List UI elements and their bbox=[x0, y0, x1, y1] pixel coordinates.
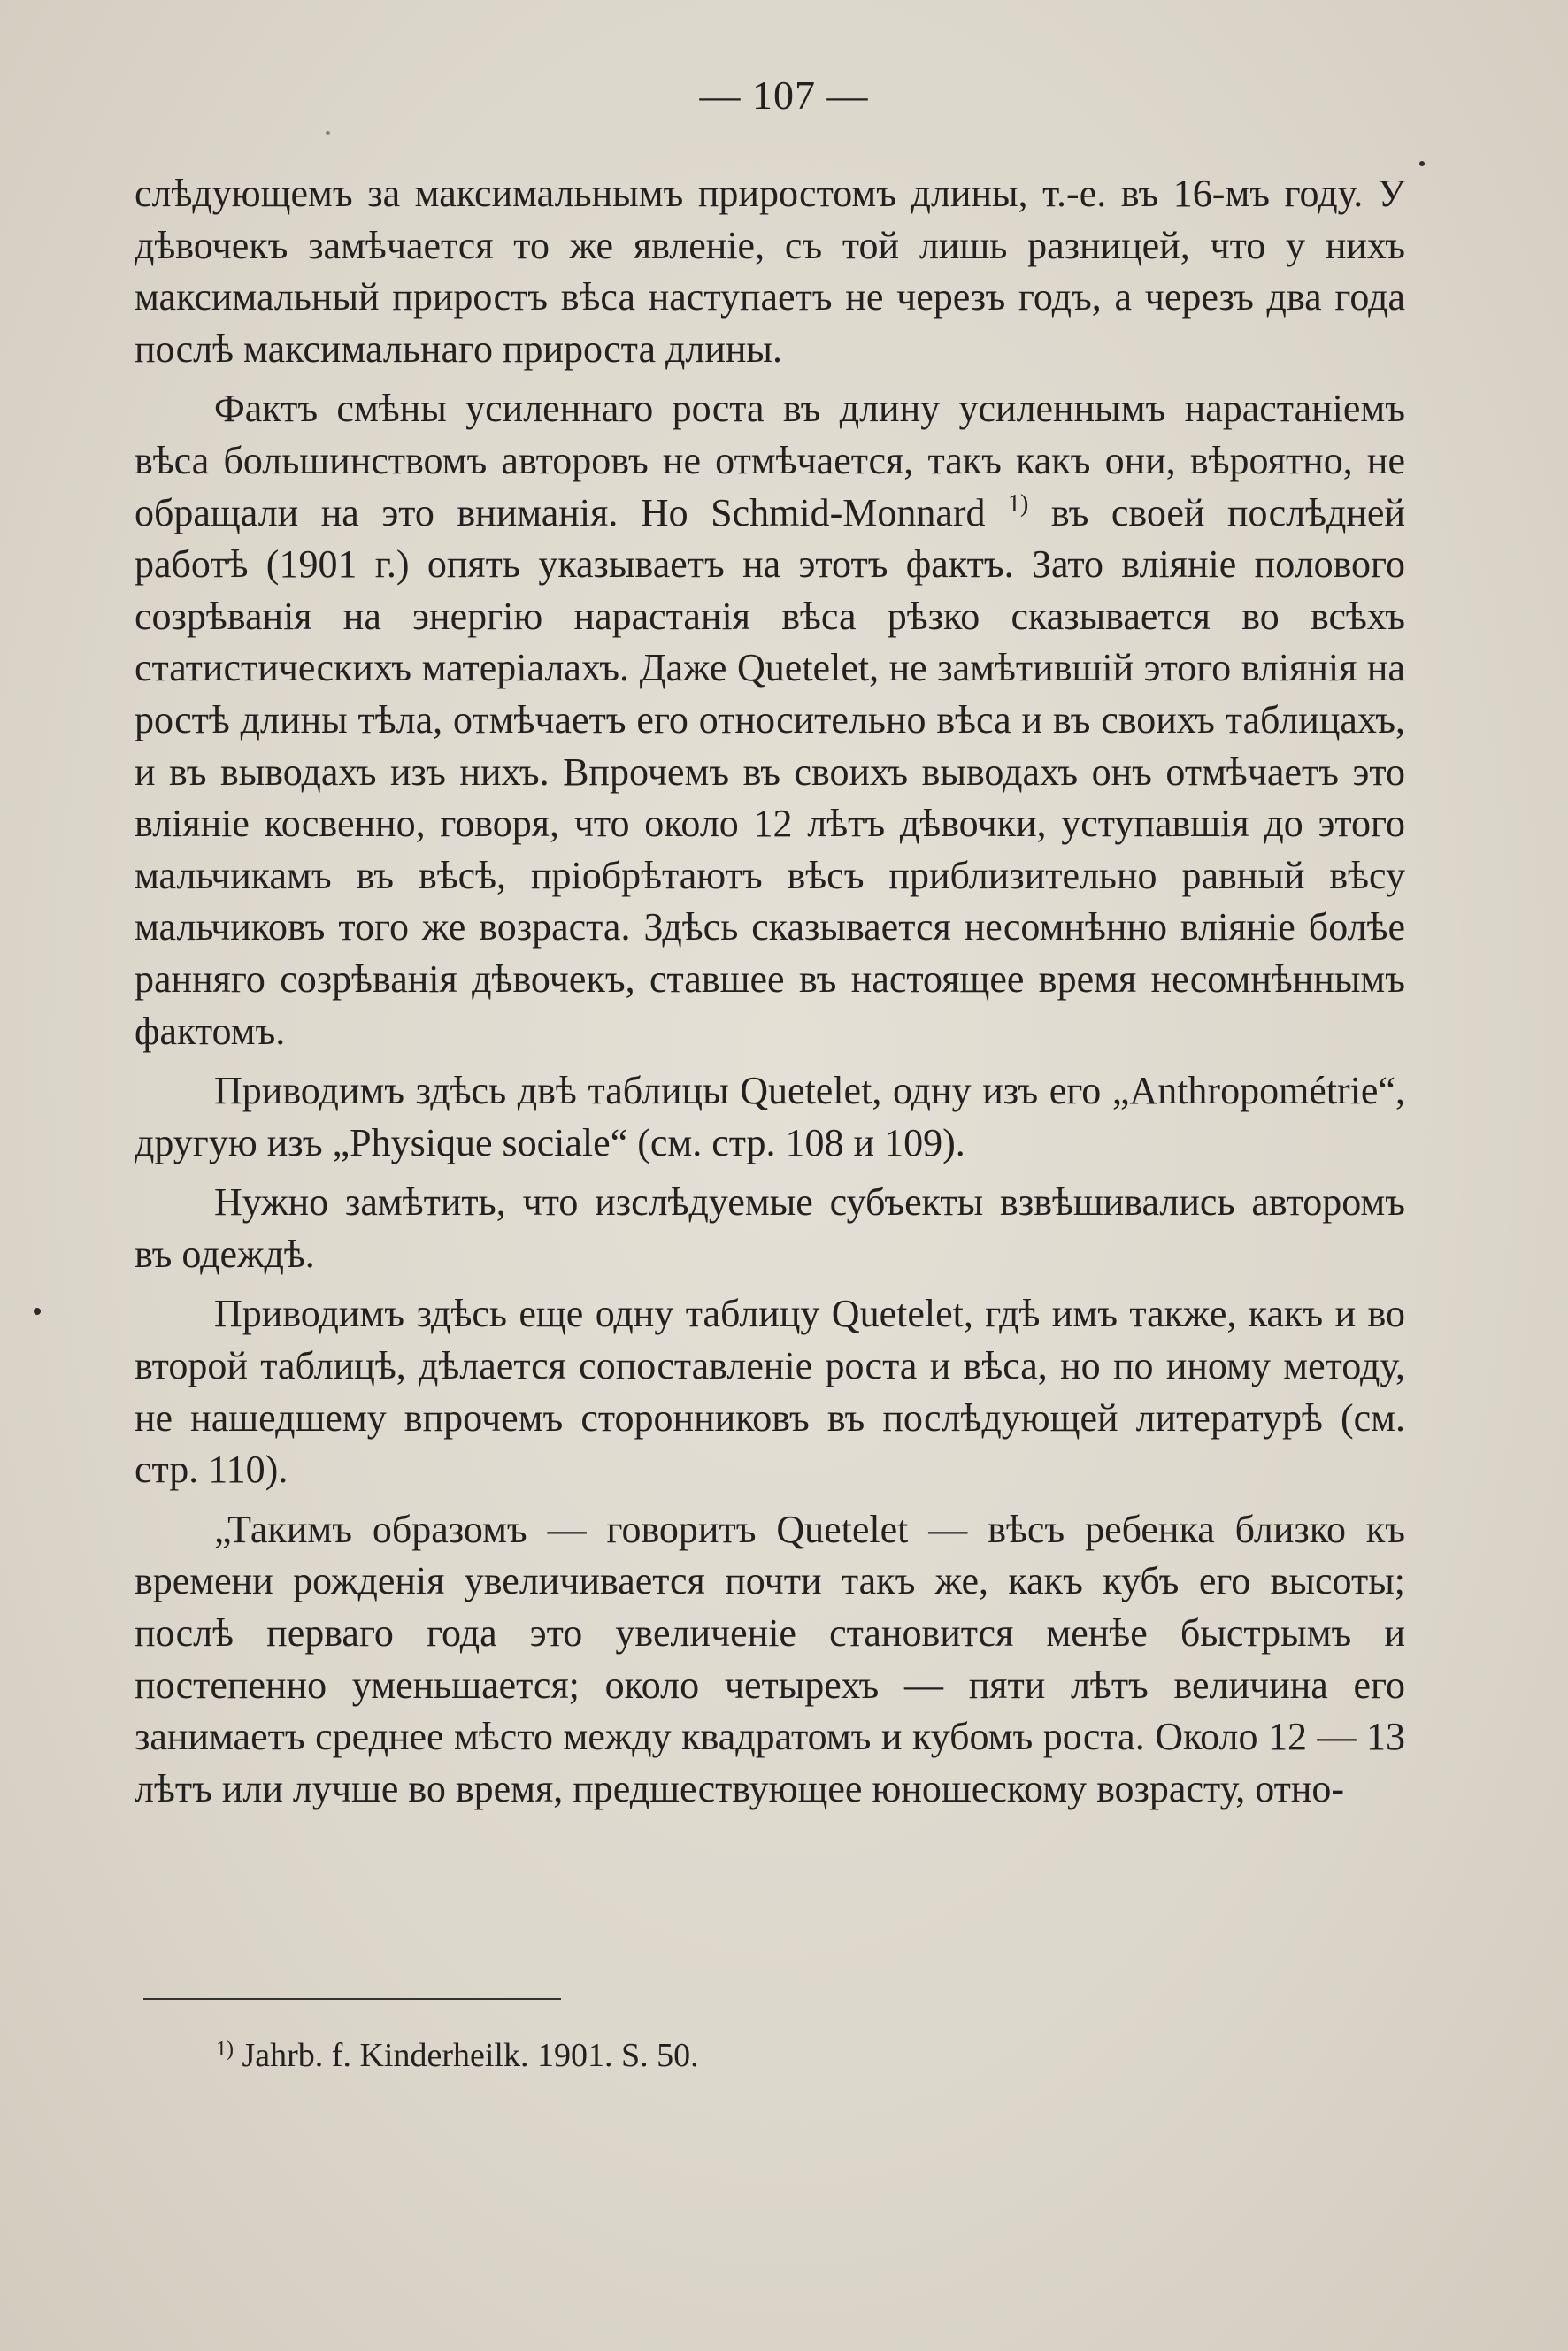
footnote bbox=[216, 2033, 699, 2078]
footnote-mark: 1) bbox=[216, 2038, 234, 2061]
footnote-reference: 1) bbox=[1008, 489, 1029, 518]
paper-speck bbox=[1419, 161, 1425, 166]
footnote-text: Jahrb. f. Kinderheilk. 1901. S. 50. bbox=[234, 2037, 699, 2074]
paragraph-2-text-b: въ своей послѣдней работѣ (1901 г.) опять указываетъ на этотъ фактъ. Зато вліяніе полового созрѣванія на энергію нарастанія вѣса рѣзко сказывается во всѣхъ статистическихъ матеріалахъ. Даже Quetelet, не замѣтившій этого вліянія на ростѣ длины тѣла, отмѣчаетъ его относительно вѣса и въ своихъ таблицахъ, и въ выводахъ изъ нихъ. Впрочемъ въ своихъ выводахъ онъ отмѣчаетъ это вліяніе косвенно, говоря, что около 12 лѣтъ дѣвочки, уступавшія до этого мальчикамъ въ вѣсѣ, пріобрѣтаютъ вѣсъ приблизительно равный вѣсу мальчиковъ того же возраста. Здѣсь сказывается несомнѣнно вліяніе болѣе ранняго созрѣванія дѣвочекъ, ставшее въ настоящее время несомнѣннымъ фактомъ. bbox=[135, 490, 1405, 1053]
paragraph-5: Приводимъ здѣсь еще одну таблицу Quetelet, гдѣ имъ также, какъ и во второй таблицѣ, дѣлается сопоставленіе роста и вѣса, но по иному методу, не нашедшему впрочемъ сторонниковъ въ послѣдующей литературѣ (см. стр. 110). bbox=[135, 1292, 1405, 1492]
footnote-divider bbox=[143, 1998, 561, 2000]
paragraph-2 bbox=[135, 383, 1405, 1057]
paragraph-4: Нужно замѣтить, что изслѣдуемые субъекты взвѣшивались авторомъ въ одеждѣ. bbox=[135, 1180, 1405, 1276]
body-text bbox=[135, 168, 1405, 1815]
paragraph-3: Приводимъ здѣсь двѣ таблицы Quetelet, одну изъ его „Anthropométrie“, другую изъ „Physique sociale“ (см. стр. 108 и 109). bbox=[135, 1069, 1405, 1164]
paragraph-6: „Такимъ образомъ — говоритъ Quetelet — вѣсъ ребенка близко къ времени рожденія увеличивается почти такъ же, какъ кубъ его высоты; послѣ перваго года это увеличеніе становится менѣе быстрымъ и постепенно уменьшается; около четырехъ — пяти лѣтъ величина его занимаетъ среднее мѣсто между квадратомъ и кубомъ роста. Около 12 — 13 лѣтъ или лучше во время, предшествующее юношескому возрасту, отно- bbox=[135, 1507, 1405, 1810]
paper-speck bbox=[326, 131, 330, 135]
paper-speck bbox=[34, 1308, 41, 1315]
paragraph-2-text-a: Фактъ смѣны усиленнаго роста въ длину усиленнымъ нарастаніемъ вѣса большинствомъ авторовъ не отмѣчается, такъ какъ они, вѣроятно, не обращали на это вниманія. Но Schmid-Monnard bbox=[135, 387, 1405, 534]
page-number: — 107 — bbox=[699, 73, 869, 118]
paragraph-1: слѣдующемъ за максимальнымъ приростомъ длины, т.-е. въ 16-мъ году. У дѣвочекъ замѣчается то же явленіе, съ той лишь разницей, что у нихъ максимальный приростъ вѣса наступаетъ не черезъ годъ, а черезъ два года послѣ максимальнаго прироста длины. bbox=[135, 172, 1405, 371]
